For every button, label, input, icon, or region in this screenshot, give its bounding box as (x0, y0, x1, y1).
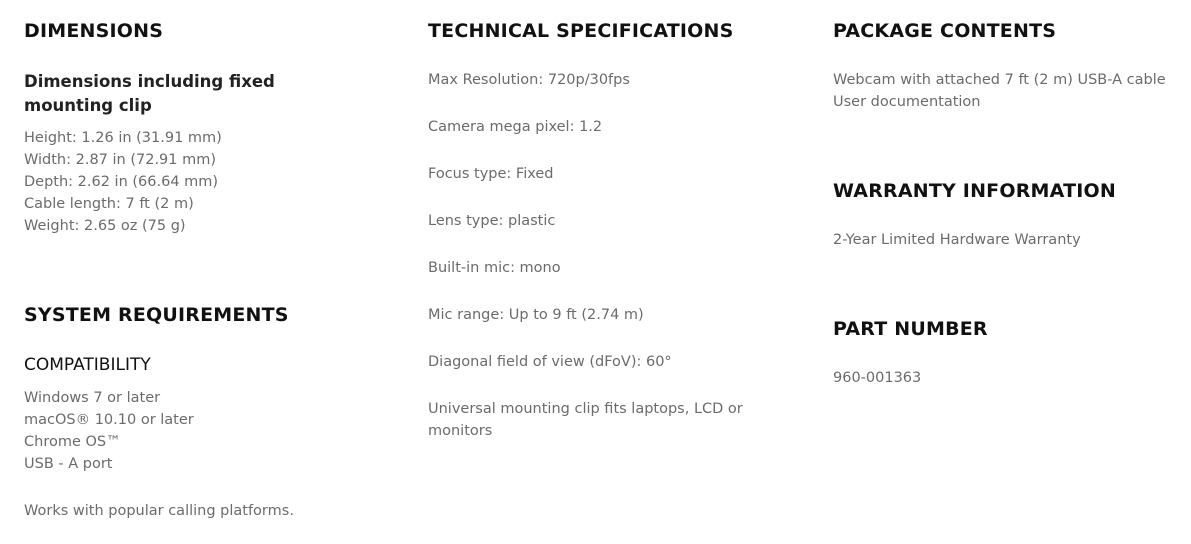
package-contents-list (833, 69, 1166, 113)
warranty-text: 2-Year Limited Hardware Warranty (833, 232, 1081, 248)
dimension-weight: Weight: 2.65 oz (75 g) (24, 218, 186, 234)
compat-usb-port: USB - A port (24, 456, 113, 472)
warranty-information-heading: WARRANTY INFORMATION (833, 180, 1116, 202)
package-item-documentation: User documentation (833, 94, 981, 110)
spec-mounting-clip: Universal mounting clip fits laptops, LCD or monitors (428, 401, 743, 439)
spec-focus-type: Focus type: Fixed (428, 166, 554, 182)
package-contents-heading: PACKAGE CONTENTS (833, 20, 1057, 42)
spec-built-in-mic: Built-in mic: mono (428, 260, 561, 276)
dimension-width: Width: 2.87 in (72.91 mm) (24, 152, 217, 168)
dimensions-subheading: Dimensions including fixed mounting clip (24, 72, 275, 115)
spec-mic-range: Mic range: Up to 9 ft (2.74 m) (428, 307, 644, 323)
spec-lens-type: Lens type: plastic (428, 213, 556, 229)
part-number-heading: PART NUMBER (833, 318, 988, 340)
spec-max-resolution: Max Resolution: 720p/30fps (428, 72, 630, 88)
compat-macos: macOS® 10.10 or later (24, 412, 194, 428)
compat-windows: Windows 7 or later (24, 390, 161, 406)
spec-megapixel: Camera mega pixel: 1.2 (428, 119, 603, 135)
system-requirements-heading: SYSTEM REQUIREMENTS (24, 304, 289, 326)
dimensions-heading: DIMENSIONS (24, 20, 164, 42)
compatibility-heading: COMPATIBILITY (24, 355, 151, 375)
dimension-cable-length: Cable length: 7 ft (2 m) (24, 196, 194, 212)
dimension-depth: Depth: 2.62 in (66.64 mm) (24, 174, 219, 190)
dimension-height: Height: 1.26 in (31.91 mm) (24, 130, 222, 146)
compatibility-list (24, 387, 194, 475)
dimensions-list (24, 127, 222, 237)
part-number-value: 960-001363 (833, 370, 922, 386)
technical-specifications-heading: TECHNICAL SPECIFICATIONS (428, 20, 734, 42)
spec-field-of-view: Diagonal field of view (dFoV): 60° (428, 354, 672, 370)
calling-platforms-note: Works with popular calling platforms. (24, 503, 294, 519)
package-item-webcam: Webcam with attached 7 ft (2 m) USB-A cable (833, 72, 1166, 88)
compat-chrome-os: Chrome OS™ (24, 434, 121, 450)
